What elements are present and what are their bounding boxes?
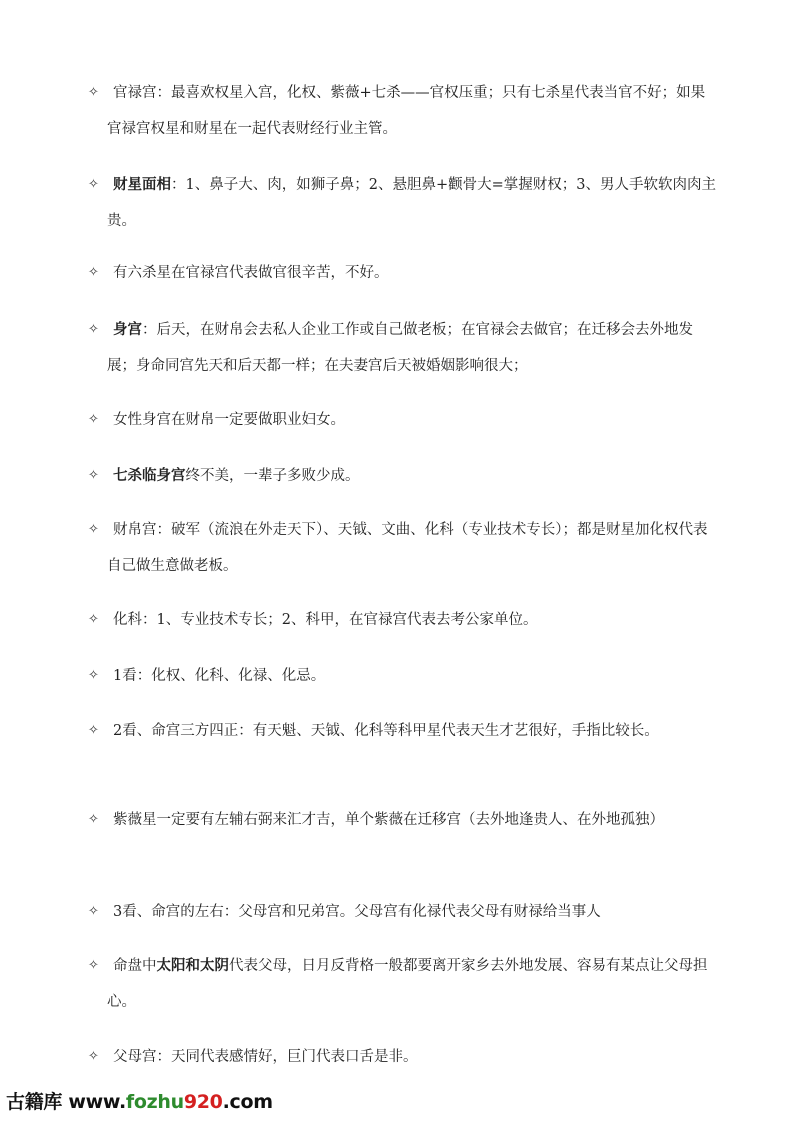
diamond-bullet-icon: ✧ [88,958,99,973]
text-segment: 3看、命宫的左右：父母宫和兄弟宫。父母宫有化禄代表父母有财禄给当事人 [113,904,601,920]
bullet-paragraph [88,602,718,638]
text-segment: 父母宫：天同代表感情好，巨门代表口舌是非。 [113,1049,418,1065]
paragraph-text [88,602,718,638]
text-segment: 女性身宫在财帛一定要做职业妇女。 [113,412,345,428]
paragraph-text [88,894,718,930]
bullet-paragraph [88,402,718,438]
watermark-text-green: fozhu [125,1091,184,1113]
paragraph-text [88,802,718,838]
text-segment: 有六杀星在官禄宫代表做官很辛苦，不好。 [113,265,389,281]
bullet-paragraph [88,512,718,584]
diamond-bullet-icon: ✧ [88,177,99,192]
diamond-bullet-icon: ✧ [88,468,99,483]
paragraph-text [88,512,718,584]
bullet-paragraph [88,894,718,930]
paragraph-text [88,1039,718,1075]
text-segment: 命盘中 [113,958,157,974]
text-segment: 化科：1、专业技术专长；2、科甲，在官禄宫代表去考公家单位。 [113,612,538,628]
diamond-bullet-icon: ✧ [88,668,99,683]
diamond-bullet-icon: ✧ [88,412,99,427]
bold-term: 身宫 [113,322,142,338]
bullet-paragraph [88,948,718,1020]
text-segment: 代表父母，日月反背格一般都要离开家乡去外地发展、容易有某点让父母担心。 [107,958,708,1010]
bullet-paragraph [88,1039,718,1075]
paragraph-text [88,167,718,239]
paragraph-text [88,75,718,147]
paragraph-text [88,255,718,291]
diamond-bullet-icon: ✧ [88,1049,99,1064]
text-segment: 终不美，一辈子多败少成。 [185,468,360,484]
paragraph-text [88,658,718,694]
bullet-paragraph [88,167,718,239]
text-segment: 财帛宫：破军（流浪在外走天下）、天钺、文曲、化科（专业技术专长）；都是财星加化权代表自己做生意做老板。 [107,522,708,574]
diamond-bullet-icon: ✧ [88,812,99,827]
watermark-text-red: 920 [183,1091,223,1113]
diamond-bullet-icon: ✧ [88,612,99,627]
bullet-paragraph [88,658,718,694]
watermark-text-suffix: .com [222,1091,273,1113]
text-segment: 2看、命宫三方四正：有天魁、天钺、化科等科甲星代表天生才艺很好，手指比较长。 [113,723,659,739]
watermark-text: 古籍库 www. [6,1091,126,1113]
bold-term: 七杀临身宫 [113,468,186,484]
bullet-paragraph [88,713,718,749]
text-segment: 紫薇星一定要有左辅右弼来汇才吉，单个紫薇在迁移宫（去外地逢贵人、在外地孤独） [113,812,664,828]
paragraph-text [88,312,718,384]
diamond-bullet-icon: ✧ [88,723,99,738]
paragraph-text [88,458,718,494]
text-segment: ：后天，在财帛会去私人企业工作或自己做老板；在官禄会去做官；在迁移会去外地发展；身命同宫先天和后天都一样；在夫妻宫后天被婚姻影响很大； [107,322,693,374]
bold-term: 太阳和太阴 [156,958,229,974]
bullet-paragraph [88,75,718,147]
watermark-logo [6,1087,273,1114]
diamond-bullet-icon: ✧ [88,265,99,280]
diamond-bullet-icon: ✧ [88,904,99,919]
bullet-paragraph [88,802,718,838]
paragraph-text [88,948,718,1020]
text-segment: 官禄宫：最喜欢权星入宫，化权、紫薇+七杀——官权压重；只有七杀星代表当官不好；如果官禄宫权星和财星在一起代表财经行业主管。 [107,85,706,137]
text-segment: ：1、鼻子大、肉，如狮子鼻；2、悬胆鼻+颧骨大=掌握财权；3、男人手软软肉肉主贵。 [107,177,716,229]
paragraph-text [88,713,718,749]
text-segment: 1看：化权、化科、化禄、化忌。 [113,668,326,684]
diamond-bullet-icon: ✧ [88,85,99,100]
paragraph-text [88,402,718,438]
bullet-paragraph [88,255,718,291]
bold-term: 财星面相 [113,177,171,193]
bullet-paragraph [88,312,718,384]
diamond-bullet-icon: ✧ [88,322,99,337]
diamond-bullet-icon: ✧ [88,522,99,537]
bullet-paragraph [88,458,718,494]
